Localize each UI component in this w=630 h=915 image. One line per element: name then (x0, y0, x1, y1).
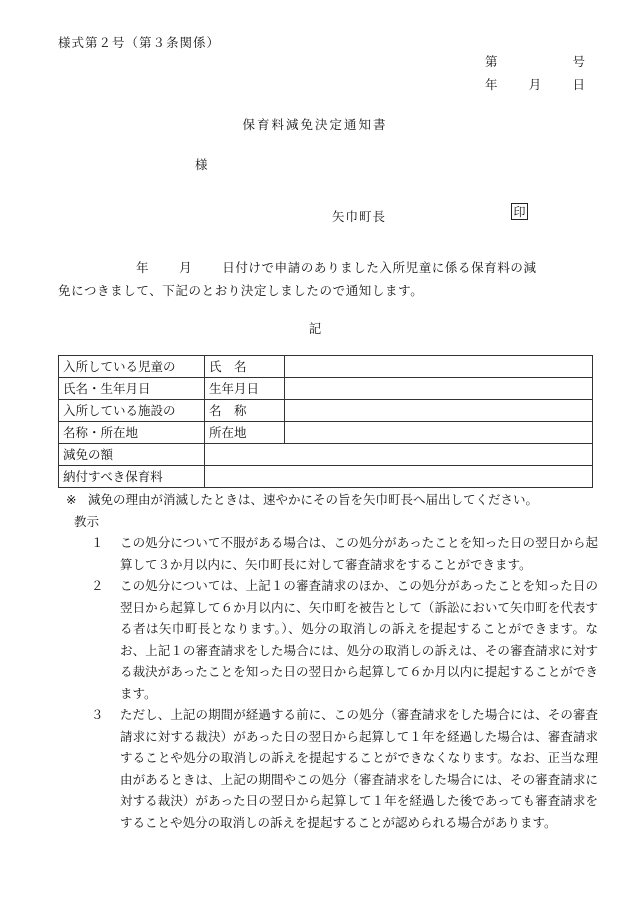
kyoji-heading: 教示 (74, 513, 100, 529)
intro-year: 年 (136, 260, 150, 275)
note-mark: ※ (66, 492, 77, 507)
facility-name-label: 名 称 (205, 400, 285, 422)
decision-table (58, 355, 593, 488)
item-number: ３ (91, 707, 104, 722)
year-label: 年 (485, 77, 498, 92)
reporting-note (58, 489, 598, 511)
note-text: 減免の理由が消滅したときは、速やかにその旨を矢巾町長へ届出してください。 (88, 492, 539, 507)
notes-section (58, 489, 598, 833)
month-label: 月 (528, 77, 542, 92)
instruction-item (58, 532, 598, 575)
item-number: ２ (91, 578, 104, 593)
facility-label-cell: 入所している施設の (59, 400, 205, 422)
fee-label: 納付すべき保育料 (59, 466, 205, 488)
birth-date-value (285, 378, 593, 400)
child-name-label: 氏 名 (205, 356, 285, 378)
intro-line1-text: 日付けで申請のありました入所児童に係る保育料の減 (222, 260, 537, 275)
item-text: ただし、上記の期間が経過する前に、この処分（審査請求をした場合には、その審査請求に対する裁決）があった日の翌日から起算して１年を経過した場合は、審査請求することや処分の取消しの訴えを提起することができなくなります。なお、正当な理由があるときは、上記の期間やこの処分（審査請求をした場合には、その審査請求に対する裁決）があった日の翌日から起算して１年を経過した後であっても審査請求をすることや処分の取消しの訴えを提起することが認められる場合があります。 (120, 707, 598, 830)
issue-date-line (485, 75, 585, 93)
issuer-name: 矢巾町長 (332, 209, 387, 224)
facility-name-value (285, 400, 593, 422)
child-label-cell-2: 氏名・生年月日 (59, 378, 205, 400)
fee-value (205, 466, 593, 488)
ki-heading: 記 (308, 321, 322, 336)
document-number-line (485, 52, 585, 70)
instruction-item (58, 575, 598, 704)
address-value (285, 422, 593, 444)
child-name-value (285, 356, 593, 378)
intro-month: 月 (179, 260, 193, 275)
number-prefix: 第 (485, 54, 498, 69)
number-suffix: 号 (572, 54, 585, 69)
instruction-item (58, 704, 598, 833)
birth-date-label: 生年月日 (205, 378, 285, 400)
item-text: この処分について不服がある場合は、この処分があったことを知った日の翌日から起算して３か月以内に、矢巾町長に対して審査請求をすることができます。 (120, 535, 598, 572)
seal-mark: 印 (511, 203, 528, 220)
intro-line2-text: 免につきまして、下記のとおり決定しましたので通知します。 (58, 283, 424, 298)
addressee-suffix: 様 (195, 157, 208, 172)
intro-paragraph (58, 256, 598, 302)
day-label: 日 (572, 77, 585, 92)
reduction-value (205, 444, 593, 466)
item-text: この処分については、上記１の審査請求のほか、この処分があったことを知った日の翌日から起算して６か月以内に、矢巾町を被告として（訴訟において矢巾町を代表する者は矢巾町長となります。）、処分の取消しの訴えを提起することができます。なお、上記１の審査請求をした場合には、処分の取消しの訴えは、その審査請求に対する裁決があったことを知った日の翌日から起算して６か月以内に提起することができます。 (120, 578, 598, 701)
facility-label-cell-2: 名称・所在地 (59, 422, 205, 444)
address-label: 所在地 (205, 422, 285, 444)
child-label-cell: 入所している児童の (59, 356, 205, 378)
item-number: １ (91, 535, 104, 550)
form-number-label: 様式第２号（第３条関係） (58, 35, 221, 50)
document-title: 保育料減免決定通知書 (242, 117, 388, 132)
reduction-label: 減免の額 (59, 444, 205, 466)
